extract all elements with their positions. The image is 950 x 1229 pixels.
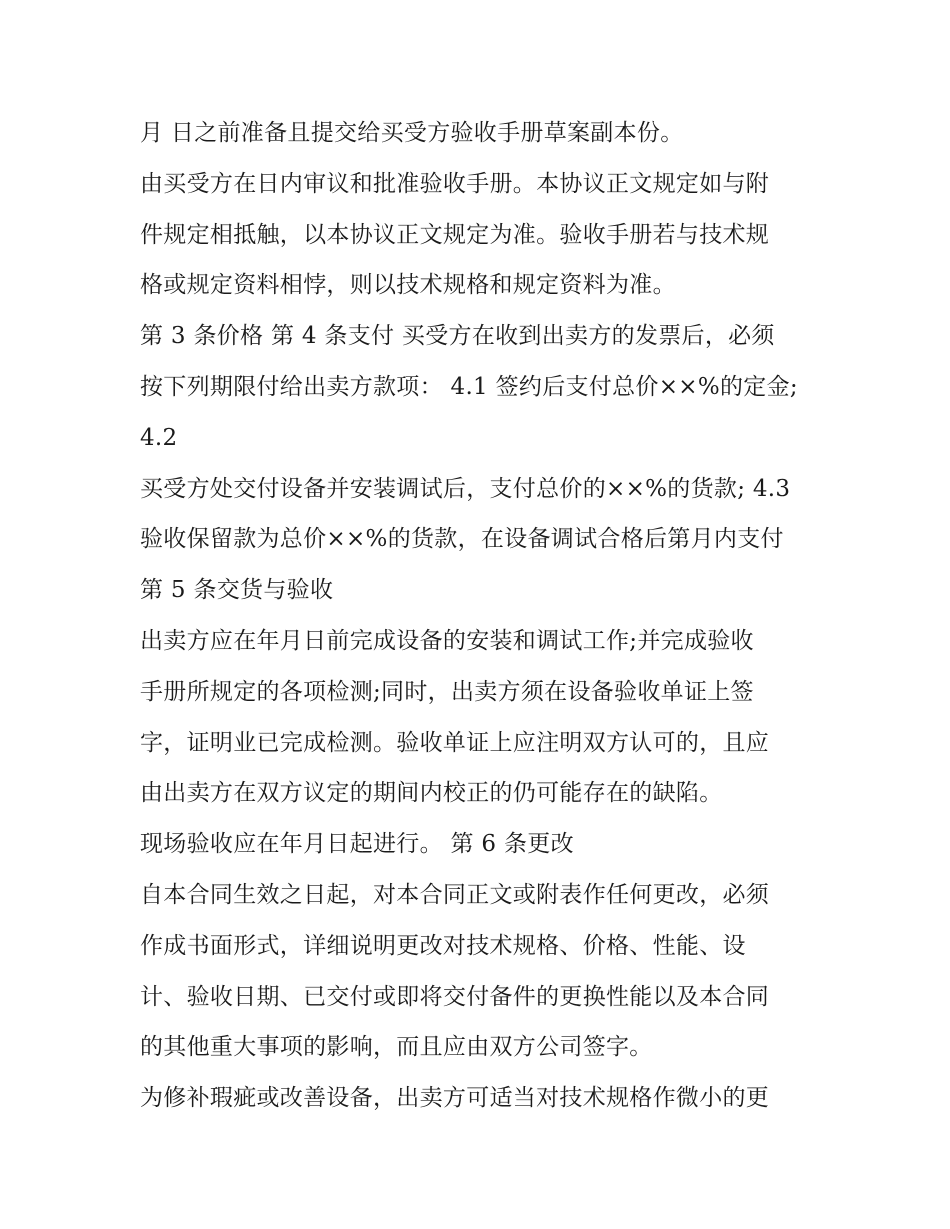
text-line: 4.2 bbox=[140, 424, 178, 451]
text-line: 现场验收应在年月日起进行。 第 6 条更改 bbox=[140, 831, 574, 858]
text-line: 自本合同生效之日起，对本合同正文或附表作任何更改，必须 bbox=[140, 881, 770, 908]
text-line: 第 3 条价格 第 4 条支付 买受方在收到出卖方的发票后，必须 bbox=[140, 323, 775, 350]
text-line: 格或规定资料相悖，则以技术规格和规定资料为准。 bbox=[140, 272, 676, 299]
text-line: 件规定相抵触，以本协议正文规定为准。验收手册若与技术规 bbox=[140, 221, 770, 248]
text-line: 出卖方应在年月日前完成设备的安装和调试工作;并完成验收 bbox=[140, 627, 754, 654]
text-line: 验收保留款为总价××%的货款，在设备调试合格后第月内支付 bbox=[140, 526, 784, 553]
text-line: 由买受方在日内审议和批准验收手册。本协议正文规定如与附 bbox=[140, 170, 770, 197]
text-line: 作成书面形式，详细说明更改对技术规格、价格、性能、设 bbox=[140, 932, 746, 959]
text-line: 手册所规定的各项检测;同时，出卖方须在设备验收单证上签 bbox=[140, 678, 754, 705]
text-line: 的其他重大事项的影响，而且应由双方公司签字。 bbox=[140, 1034, 653, 1061]
text-line: 买受方处交付设备并安装调试后，支付总价的××%的货款; 4.3 bbox=[140, 475, 791, 502]
text-line: 按下列期限付给出卖方款项： 4.1 签约后支付总价××%的定金; bbox=[140, 373, 798, 400]
text-line: 计、验收日期、已交付或即将交付备件的更换性能以及本合同 bbox=[140, 983, 770, 1010]
document-body bbox=[140, 108, 820, 1124]
text-line: 为修补瑕疵或改善设备，出卖方可适当对技术规格作微小的更 bbox=[140, 1085, 770, 1112]
text-line: 第 5 条交货与验收 bbox=[140, 577, 334, 604]
text-line: 字，证明业已完成检测。验收单证上应注明双方认可的，且应 bbox=[140, 729, 770, 756]
text-line: 由出卖方在双方议定的期间内校正的仍可能存在的缺陷。 bbox=[140, 780, 723, 807]
text-line: 月 日之前准备且提交给买受方验收手册草案副本份。 bbox=[140, 120, 684, 146]
